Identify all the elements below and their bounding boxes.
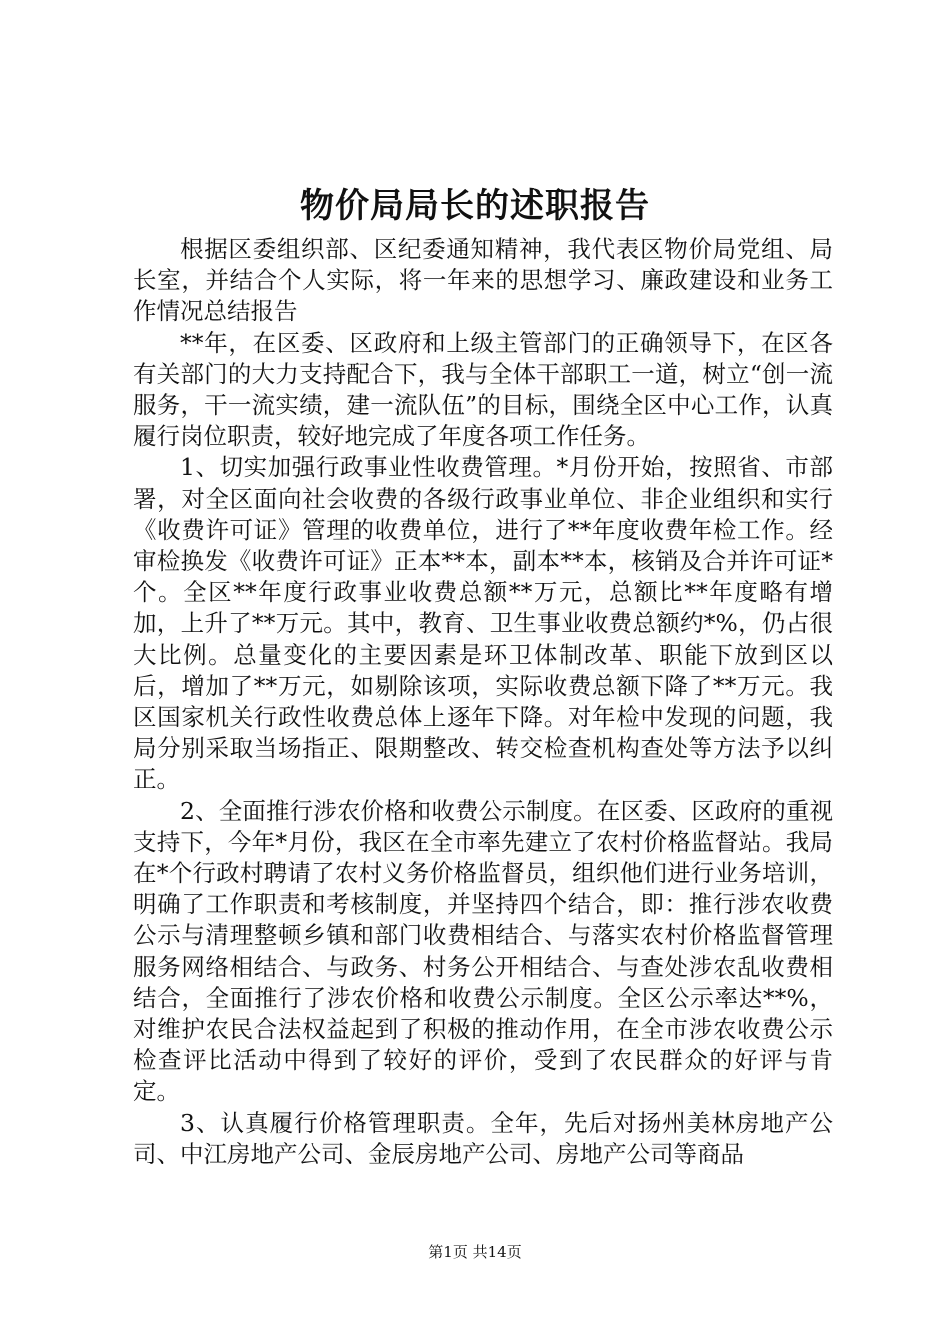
paragraph-item-2: 2、全面推行涉农价格和收费公示制度。在区委、区政府的重视支持下，今年*月份，我区在全市率先建立了农村价格监督站。我局在*个行政村聘请了农村义务价格监督员，组织他们进行业务培训，明确了工作职责和考核制度，并坚持四个结合，即：推行涉农收费公示与清理整顿乡镇和部门收费相结合、与落实农村价格监督管理服务网络相结合、与政务、村务公开相结合、与查处涉农乱收费相结合，全面推行了涉农价格和收费公示制度。全区公示率达**%，对维护农民合法权益起到了积极的推动作用，在全市涉农收费公示检查评比活动中得到了较好的评价，受到了农民群众的好评与肯定。 <box>133 796 833 1106</box>
paragraph-overview: **年，在区委、区政府和上级主管部门的正确领导下，在区各有关部门的大力支持配合下，我与全体干部职工一道，树立“创一流服务，干一流实绩，建一流队伍”的目标，围绕全区中心工作，认真履行岗位职责，较好地完成了年度各项工作任务。 <box>133 328 833 451</box>
paragraph-item-3: 3、认真履行价格管理职责。全年，先后对扬州美林房地产公司、中江房地产公司、金辰房地产公司、房地产公司等商品 <box>133 1108 833 1168</box>
paragraph-intro: 根据区委组织部、区纪委通知精神，我代表区物价局党组、局长室，并结合个人实际，将一年来的思想学习、廉政建设和业务工作情况总结报告 <box>133 235 833 326</box>
document-title: 物价局局长的述职报告 <box>300 186 650 226</box>
document-body <box>133 234 833 1170</box>
paragraph-item-1: 1、切实加强行政事业性收费管理。*月份开始，按照省、市部署，对全区面向社会收费的各级行政事业单位、非企业组织和实行《收费许可证》管理的收费单位，进行了**年度收费年检工作。经审检换发《收费许可证》正本**本，副本**本，核销及合并许可证*个。全区**年度行政事业收费总额**万元，总额比**年度略有增加，上升了**万元。其中，教育、卫生事业收费总额约*%，仍占很大比例。总量变化的主要因素是环卫体制改革、职能下放到区以后，增加了**万元，如剔除该项，实际收费总额下降了**万元。我区国家机关行政性收费总体上逐年下降。对年检中发现的问题，我局分别采取当场指正、限期整改、转交检查机构查处等方法予以纠正。 <box>133 453 833 794</box>
page-number-footer: 第1页 共14页 <box>428 1243 522 1261</box>
